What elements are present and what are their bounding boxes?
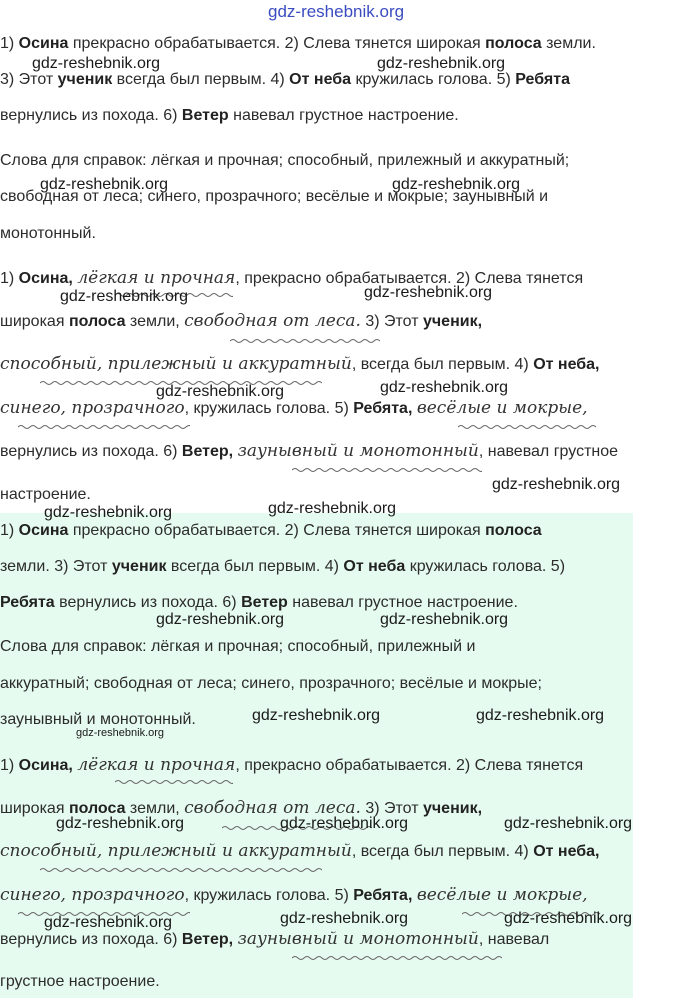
watermark: gdz-reshebnik.org — [44, 504, 173, 521]
watermark: gdz-reshebnik.org — [280, 910, 409, 927]
answer-line: широкая полоса земли, свободная от леса. 3) Этот ученик, — [0, 311, 483, 331]
hint-line: свободная от леса; синего, прозрачного; весёлые и мокрые; заунывный и — [0, 188, 549, 205]
hint-line: заунывный и монотонный. — [0, 711, 196, 728]
watermark: gdz-reshebnik.org — [504, 815, 633, 832]
answer-line: синего, прозрачного, кружилась голова. 5) Ребята, весёлые и мокрые, — [0, 885, 588, 905]
wavy-underline — [292, 955, 502, 961]
wavy-underline — [18, 424, 190, 430]
watermark: gdz-reshebnik.org — [56, 815, 185, 832]
watermark: gdz-reshebnik.org — [252, 707, 381, 724]
watermark: gdz-reshebnik.org — [44, 914, 173, 931]
wavy-underline — [292, 467, 482, 473]
text-line: 3) Этот ученик всегда был первым. 4) От неба кружилась голова. 5) Ребята — [0, 71, 570, 88]
hint-line: аккуратный; свободная от леса; синего, прозрачного; весёлые и мокрые; — [0, 675, 542, 692]
watermark: gdz-reshebnik.org — [156, 383, 285, 400]
watermark: gdz-reshebnik.org — [76, 727, 165, 739]
watermark: gdz-reshebnik.org — [377, 55, 506, 72]
wavy-underline — [115, 779, 233, 785]
watermark: gdz-reshebnik.org — [492, 476, 621, 493]
text-line: 1) Осина прекрасно обрабатывается. 2) Слева тянется широкая полоса — [0, 522, 542, 539]
text-line: 1) Осина прекрасно обрабатывается. 2) Слева тянется широкая полоса земли. — [0, 35, 596, 52]
text-line: земли. 3) Этот ученик всегда был первым. 4) От неба кружилась голова. 5) — [0, 558, 566, 575]
hint-line: монотонный. — [0, 225, 96, 242]
watermark: gdz-reshebnik.org — [60, 288, 189, 305]
text-line: Ребята вернулись из похода. 6) Ветер навевал грустное настроение. — [0, 594, 518, 611]
watermark: gdz-reshebnik.org — [392, 176, 521, 193]
watermark: gdz-reshebnik.org — [380, 379, 509, 396]
watermark: gdz-reshebnik.org — [504, 910, 633, 927]
answer-line: синего, прозрачного, кружилась голова. 5) Ребята, весёлые и мокрые, — [0, 398, 588, 418]
answer-line: вернулись из похода. 6) Ветер, заунывный и монотонный, навевал — [0, 929, 550, 949]
watermark: gdz-reshebnik.org — [40, 176, 169, 193]
watermark: gdz-reshebnik.org — [380, 611, 509, 628]
answer-line: способный, прилежный и аккуратный, всегда был первым. 4) От неба, — [0, 354, 600, 374]
watermark: gdz-reshebnik.org — [268, 2, 405, 21]
watermark: gdz-reshebnik.org — [364, 284, 493, 301]
watermark: gdz-reshebnik.org — [268, 500, 397, 517]
wavy-underline — [230, 338, 380, 344]
hint-line: Слова для справок: лёгкая и прочная; способный, прилежный и аккуратный; — [0, 152, 570, 169]
wavy-underline — [40, 867, 322, 873]
watermark: gdz-reshebnik.org — [476, 707, 605, 724]
hint-line: Слова для справок: лёгкая и прочная; способный, прилежный и — [0, 638, 476, 655]
answer-line: грустное настроение. — [0, 973, 160, 990]
answer-line: настроение. — [0, 486, 91, 503]
text-line: вернулись из похода. 6) Ветер навевал грустное настроение. — [0, 107, 459, 124]
watermark: gdz-reshebnik.org — [32, 55, 161, 72]
wavy-underline — [458, 424, 598, 430]
answer-line: широкая полоса земли, свободная от леса. 3) Этот ученик, — [0, 798, 483, 818]
watermark: gdz-reshebnik.org — [156, 611, 285, 628]
answer-line: вернулись из похода. 6) Ветер, заунывный и монотонный, навевал грустное — [0, 441, 619, 461]
answer-line: 1) Осина, лёгкая и прочная, прекрасно обрабатывается. 2) Слева тянется — [0, 755, 584, 775]
answer-line: способный, прилежный и аккуратный, всегда был первым. 4) От неба, — [0, 841, 600, 861]
answer-line: 1) Осина, лёгкая и прочная, прекрасно обрабатывается. 2) Слева тянется — [0, 268, 584, 288]
watermark: gdz-reshebnik.org — [280, 815, 409, 832]
